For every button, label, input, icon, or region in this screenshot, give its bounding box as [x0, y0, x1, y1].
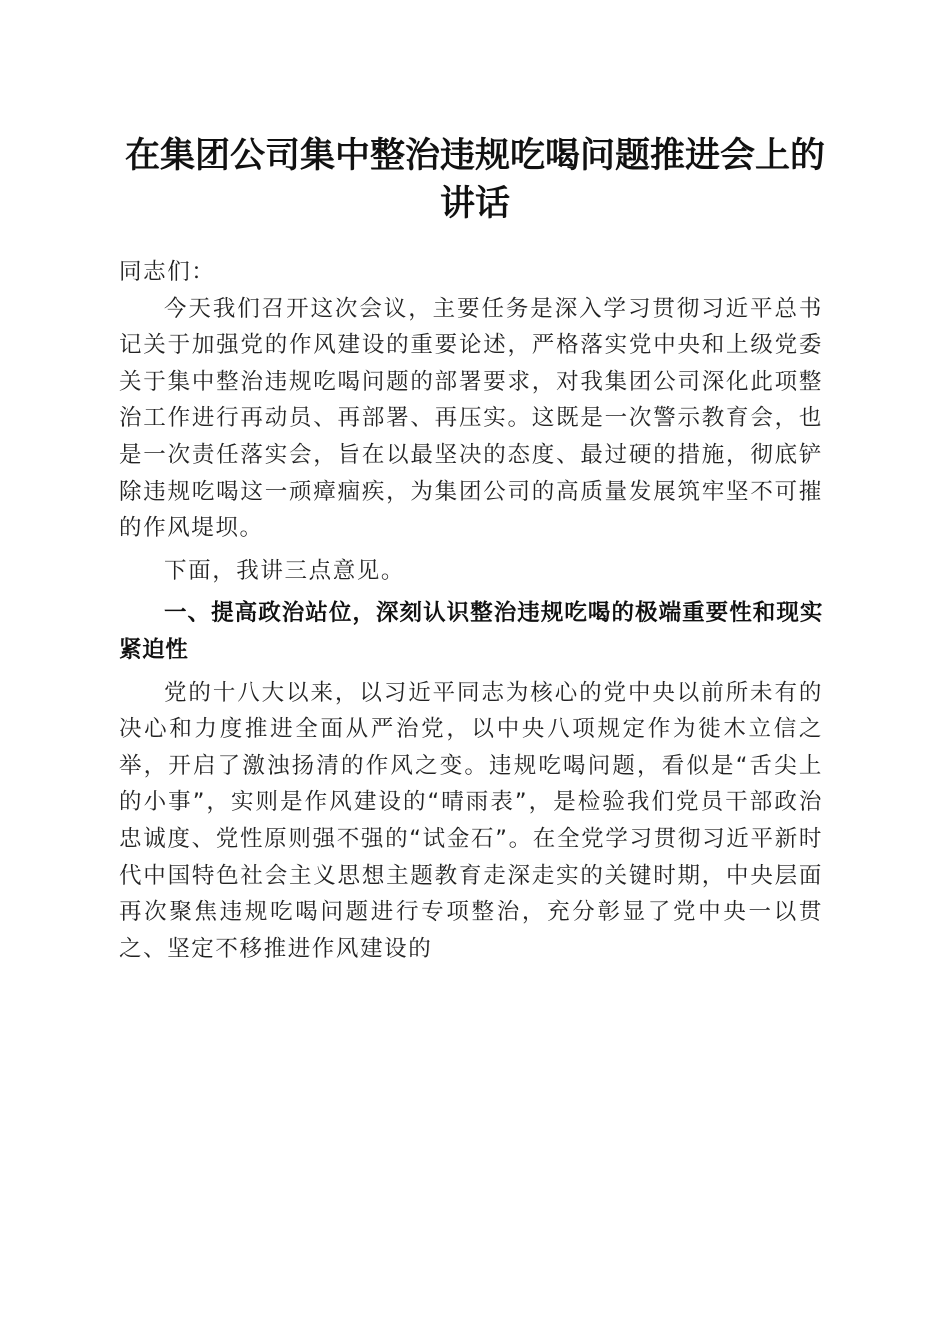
document-title: 在集团公司集中整治违规吃喝问题推进会上的讲话	[124, 135, 825, 224]
section-paragraph: 党的十八大以来，以习近平同志为核心的党中央以前所未有的决心和力度推进全面从严治党，以中央八项规定作为徙木立信之举，开启了激浊扬清的作风之变。违规吃喝问题，看似是“舌尖上的小事”，实则是作风建设的“晴雨表”，是检验我们党员干部政治忠诚度、党性原则强不强的“试金石”。在全党学习贯彻习近平新时代中国特色社会主义思想主题教育走深走实的关键时期，中央层面再次聚焦违规吃喝问题进行专项整治，充分彰显了党中央一以贯之、坚定不移推进作风建设的	[119, 679, 823, 962]
document-body	[119, 254, 823, 967]
outline-paragraph: 下面，我讲三点意见。	[164, 557, 406, 584]
intro-paragraph: 今天我们召开这次会议，主要任务是深入学习贯彻习近平总书记关于加强党的作风建设的重要论述，严格落实党中央和上级党委关于集中整治违规吃喝问题的部署要求，对我集团公司深化此项整治工作进行再动员、再部署、再压实。这既是一次警示教育会，也是一次责任落实会，旨在以最坚决的态度、最过硬的措施，彻底铲除违规吃喝这一顽瘴痼疾，为集团公司的高质量发展筑牢坚不可摧的作风堤坝。	[119, 295, 823, 542]
section-heading: 一、提高政治站位，深刻认识整治违规吃喝的极端重要性和现实紧迫性	[119, 600, 823, 663]
salutation: 同志们：	[119, 259, 216, 285]
